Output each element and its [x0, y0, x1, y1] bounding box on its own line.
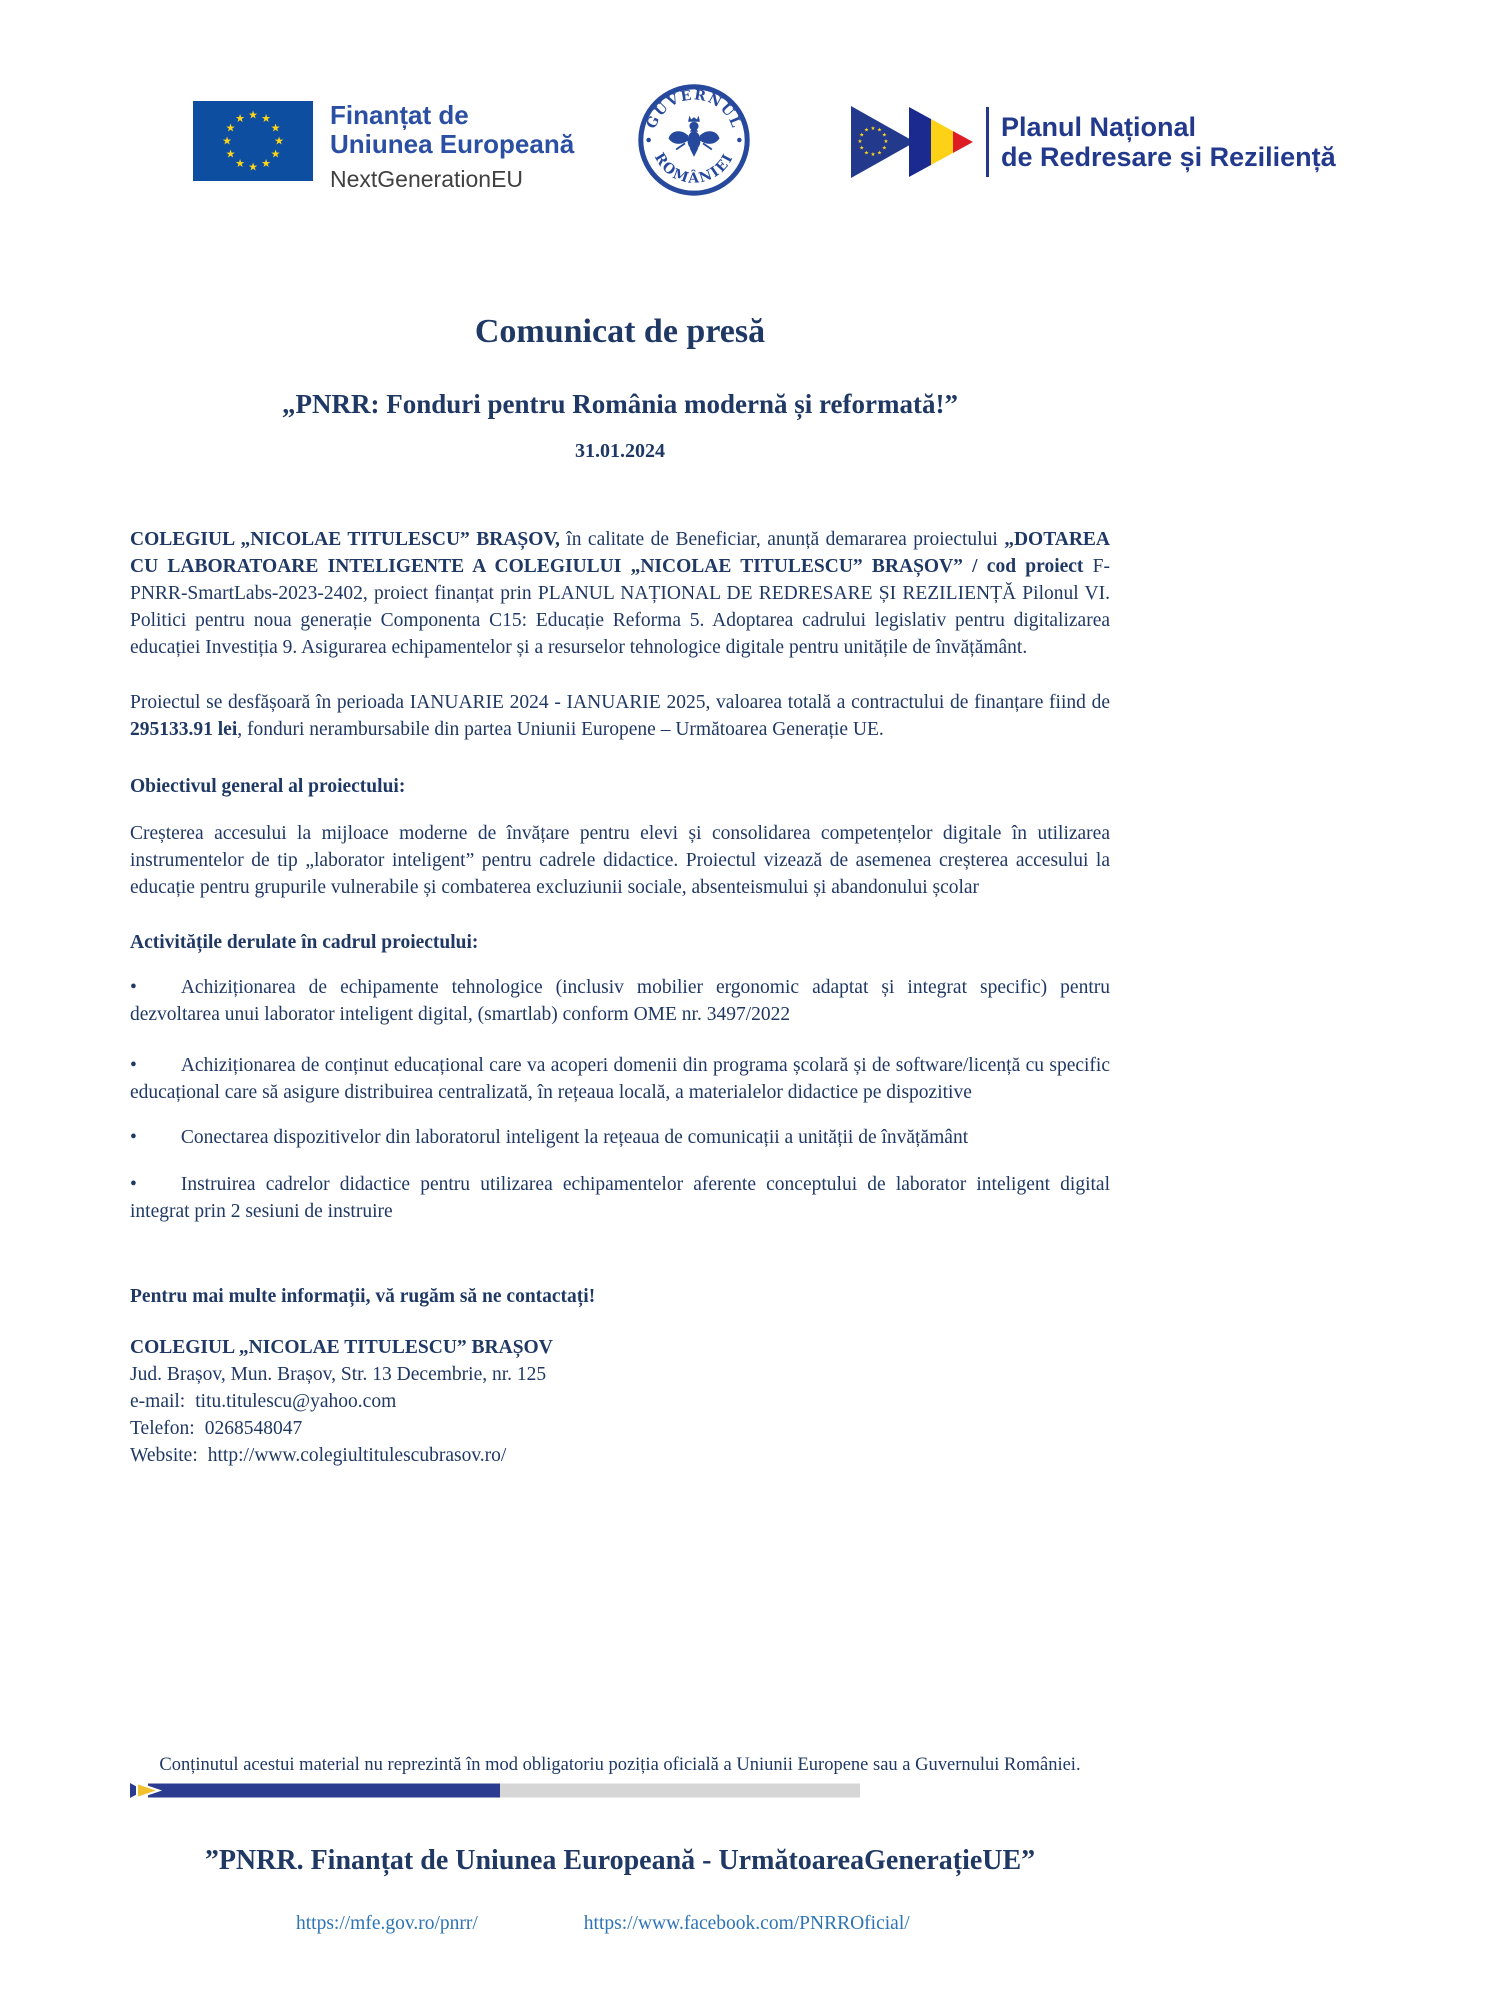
pnrr-progress-bar-graphic	[130, 1783, 860, 1798]
paragraph-project-period-value: Proiectul se desfășoară în perioada IANUARIE 2024 - IANUARIE 2025, valoarea totală a contractului de finanțare fiind de 295133.91 lei, fonduri nerambursabile din partea Uniunii Europene – Următoarea Generație UE.	[130, 692, 1110, 740]
government-seal-icon	[638, 84, 750, 196]
coat-of-arms-eagle	[669, 116, 719, 156]
contact-address: Jud. Brașov, Mun. Brașov, Str. 13 Decembrie, nr. 125	[130, 1364, 547, 1385]
phone-value: 0268548047	[204, 1418, 303, 1439]
list-item	[130, 1052, 1110, 1106]
footer-disclaimer: Conținutul acestui material nu reprezintă în mod obligatoriu poziția oficială a Uniunii Europene sau a Guvernului României.	[159, 1755, 1081, 1775]
seal-text-bottom: ROMÂNIEI	[650, 150, 738, 187]
bullet-text: Instruirea cadrelor didactice pentru utilizarea echipamentelor aferente conceptului de laborator inteligent digital integrat prin 2 sesiuni de instruire	[130, 1174, 1110, 1222]
footer-links	[130, 1911, 1110, 1937]
svg-text:★: ★	[859, 132, 865, 139]
heading-objective: Obiectivul general al proiectului:	[130, 776, 406, 797]
email-value: titu.titulescu@yahoo.com	[195, 1391, 397, 1412]
pnrr-logo	[851, 106, 1336, 178]
project-value: 295133.91 lei	[130, 719, 238, 740]
bullet-text: Conectarea dispozitivelor din laboratorul inteligent la rețeaua de comunicații a unității de învățământ	[180, 1127, 969, 1148]
eu-funding-logo	[193, 101, 574, 192]
svg-text:★: ★	[225, 147, 236, 161]
pnrr-text-line2: de Redresare și Reziliență	[1001, 142, 1336, 172]
svg-text:★: ★	[235, 112, 245, 125]
seal-text-top: GUVERNUL	[643, 87, 745, 132]
svg-text:★: ★	[248, 108, 258, 122]
footer-content	[130, 1843, 1110, 1937]
svg-text:★: ★	[261, 157, 271, 170]
document-subtitle: „PNRR: Fonduri pentru România modernă și reformată!”	[282, 389, 958, 419]
svg-text:★: ★	[248, 160, 258, 174]
contact-email-row	[130, 1388, 1110, 1415]
svg-text:★: ★	[235, 157, 245, 170]
nextgeneu-label: NextGenerationEU	[330, 166, 524, 192]
page-title: Comunicat de presă	[474, 313, 766, 350]
bullet-text: Achiziționarea de echipamente tehnologice (inclusiv mobilier ergonomic adaptat și integrat specific) pentru dezvoltarea unui laborator inteligent digital, (smartlab) conform OME nr. 3497/2022	[130, 977, 1110, 1025]
project-title: „DOTAREA CU LABORATOARE INTELIGENTE A COLEGIULUI „NICOLAE TITULESCU” BRAȘOV” / cod proiect	[130, 529, 1110, 577]
header-logos	[0, 0, 1505, 230]
contact-cta: Pentru mai multe informații, vă rugăm să ne contactați!	[130, 1286, 596, 1307]
svg-text:★: ★	[883, 139, 889, 145]
beneficiary-name: COLEGIUL „NICOLAE TITULESCU” BRAȘOV,	[130, 529, 560, 550]
svg-text:★: ★	[225, 121, 236, 135]
document-date: 31.01.2024	[575, 440, 665, 462]
list-item	[130, 1124, 1110, 1151]
svg-text:★: ★	[261, 112, 271, 125]
eu-funding-line2: Uniunea Europeană	[330, 129, 575, 159]
pnrr-logo-divider	[986, 107, 989, 177]
bullet-marker: •	[130, 1127, 137, 1148]
pnrr-text-line1: Planul Național	[1001, 112, 1197, 142]
eu-flag-icon	[193, 101, 313, 181]
website-value: http://www.colegiultitulescubrasov.ro/	[207, 1445, 507, 1466]
website-label: Website:	[130, 1445, 198, 1466]
heading-activities: Activitățile derulate în cadrul proiectului:	[130, 932, 479, 953]
phone-label: Telefon:	[130, 1418, 195, 1439]
svg-text:★: ★	[877, 150, 882, 157]
contact-website-row	[130, 1442, 1110, 1469]
svg-text:★: ★	[881, 145, 887, 152]
svg-text:★: ★	[857, 139, 863, 145]
email-label: e-mail:	[130, 1391, 186, 1412]
bullet-marker: •	[130, 977, 137, 998]
bullet-marker: •	[130, 1174, 137, 1195]
contact-name: COLEGIUL „NICOLAE TITULESCU” BRAȘOV	[130, 1337, 553, 1358]
contact-phone-row	[130, 1415, 1110, 1442]
document-content	[130, 310, 1110, 1777]
romanian-government-seal	[638, 84, 750, 201]
pnrr-triangles-icon	[851, 106, 976, 178]
svg-text:★: ★	[870, 126, 876, 132]
facebook-pnrr-link[interactable]: https://www.facebook.com/PNRROficial/	[583, 1913, 910, 1934]
bullet-marker: •	[130, 1055, 137, 1076]
svg-text:★: ★	[877, 127, 882, 134]
svg-text:★: ★	[270, 147, 281, 161]
list-item	[130, 974, 1110, 1028]
pnrr-logo-text	[1001, 112, 1336, 172]
paragraph-objective: Creșterea accesului la mijloace moderne de învățare pentru elevi și consolidarea competențelor digitale în utilizarea instrumentelor de tip „laborator inteligent” pentru cadrele didactice. Proiectul vizează de asemenea creșterea accesului la educație pentru grupurile vulnerabile și combaterea excluziunii sociale, absenteismului și abandonului școlar	[130, 823, 1110, 898]
footer-quote: ”PNRR. Finanțat de Uniunea Europeană - UrmătoareaGenerațieUE”	[204, 1845, 1036, 1876]
list-item	[130, 1171, 1110, 1225]
svg-text:★: ★	[870, 152, 876, 158]
svg-text:★: ★	[864, 127, 869, 134]
svg-text:★: ★	[881, 132, 887, 139]
contact-block	[130, 1334, 1110, 1469]
svg-text:★: ★	[864, 150, 869, 157]
eu-funding-line1: Finanțat de	[330, 100, 469, 130]
svg-text:★: ★	[222, 134, 232, 148]
eu-funding-text	[330, 101, 574, 192]
bullet-text: Achiziționarea de conținut educațional care va acoperi domenii din programa școlară și de software/licență cu specific educațional care să asigure distribuirea centralizată, în rețeaua locală, a materialelor didactice pe dispozitive	[130, 1055, 1110, 1103]
mfe-gov-link[interactable]: https://mfe.gov.ro/pnrr/	[296, 1913, 478, 1934]
svg-text:★: ★	[270, 121, 281, 135]
svg-text:★: ★	[859, 145, 865, 152]
paragraph-project-announcement: COLEGIUL „NICOLAE TITULESCU” BRAȘOV, în calitate de Beneficiar, anunță demararea proiectului „DOTAREA CU LABORATOARE INTELIGENTE A COLEGIULUI „NICOLAE TITULESCU” BRAȘOV” / cod proiect F-PNRR-SmartLabs-2023-2402, proiect finanțat prin PLANUL NAȚIONAL DE REDRESARE ȘI REZILIENȚĂ Pilonul VI. Politici pentru noua generație Componenta C15: Educație Reforma 5. Adoptarea cadrului legislativ pentru digitalizarea educației Investiția 9. Asigurarea echipamentelor și a resurselor tehnologice digitale pentru unitățile de învățământ.	[130, 529, 1110, 658]
svg-text:★: ★	[274, 134, 284, 148]
